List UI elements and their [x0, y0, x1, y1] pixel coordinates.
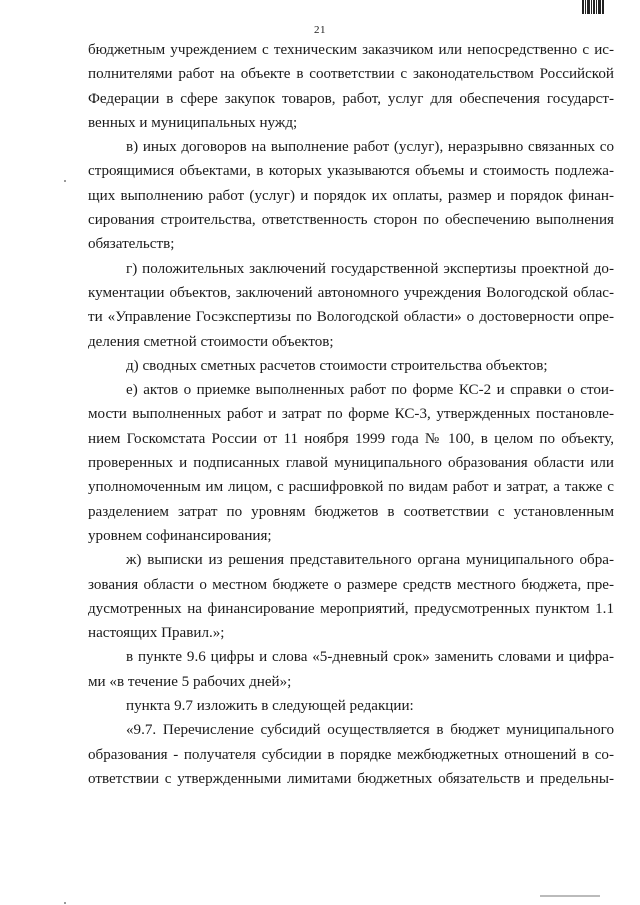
text-line: проверенных и подписанных главой муниципального образования области или: [88, 455, 614, 472]
text-line: настоящих Правил.»;: [88, 625, 225, 642]
text-line: полнителями работ на объекте в соответствии с законодательством Российской: [88, 66, 614, 83]
text-line: строящимися объектами, в которых указываются объемы и стоимость подлежа-: [88, 163, 614, 180]
text-line: Федерации в сфере закупок товаров, работ, услуг для обеспечения государст-: [88, 90, 614, 107]
text-line: сирования строительства, ответственность сторон по обеспечению выполнения: [88, 212, 614, 229]
text-line: уровнем софинансирования;: [88, 527, 272, 544]
text-line: д) сводных сметных расчетов стоимости строительства объектов;: [126, 357, 548, 374]
text-line: в) иных договоров на выполнение работ (услуг), неразрывно связанных со: [126, 139, 614, 156]
margin-mark: [64, 180, 66, 182]
text-line: ми «в течение 5 рабочих дней»;: [88, 673, 292, 690]
text-line: ти «Управление Госэкспертизы по Вологодской области» о достоверности опре-: [88, 309, 614, 326]
text-line: нием Госкомстата России от 11 ноября 1999 года № 100, в целом по объекту,: [88, 430, 614, 447]
text-line: пункта 9.7 изложить в следующей редакции:: [126, 698, 414, 715]
text-line: разделением затрат по уровням бюджетов в соответствии с установленным: [88, 503, 614, 520]
margin-mark: [64, 902, 66, 904]
text-line: ответствии с утвержденными лимитами бюджетных обязательств и предельны-: [88, 770, 614, 787]
text-line: «9.7. Перечисление субсидий осуществляется в бюджет муниципального: [126, 722, 614, 739]
text-line: кументации объектов, заключений автономного учреждения Вологодской облас-: [88, 284, 614, 301]
text-line: образования - получателя субсидии в порядке межбюджетных отношений в со-: [88, 746, 614, 763]
text-line: деления сметной стоимости объектов;: [88, 333, 334, 350]
document-body: [88, 38, 614, 791]
text-line: венных и муниципальных нужд;: [88, 114, 298, 131]
text-line: уполномоченным им лицом, с расшифровкой по видам работ и затрат, а также с: [88, 479, 614, 496]
text-line: бюджетным учреждением с техническим заказчиком или непосредственно с ис-: [88, 42, 614, 58]
text-line: мости выполненных работ и затрат по форме КС-3, утвержденных постановле-: [88, 406, 614, 423]
text-line: е) актов о приемке выполненных работ по форме КС-2 и справки о стои-: [126, 382, 614, 399]
text-line: зования области о местном бюджете о размере средств местного бюджета, пре-: [88, 576, 614, 593]
footer-rule: [540, 895, 600, 897]
text-line: щих выполнению работ (услуг) и порядок их оплаты, размер и порядок финан-: [88, 187, 614, 204]
text-line: дусмотренных на финансирование мероприятий, предусмотренных пунктом 1.1: [88, 600, 614, 617]
text-line: г) положительных заключений государственной экспертизы проектной до-: [126, 260, 614, 277]
barcode-mark: [582, 0, 606, 14]
text-line: ж) выписки из решения представительного органа муниципального обра-: [126, 552, 614, 569]
page-number: 21: [314, 24, 326, 36]
text-line: в пункте 9.6 цифры и слова «5-дневный срок» заменить словами и цифра-: [126, 649, 614, 666]
text-line: обязательств;: [88, 236, 175, 253]
